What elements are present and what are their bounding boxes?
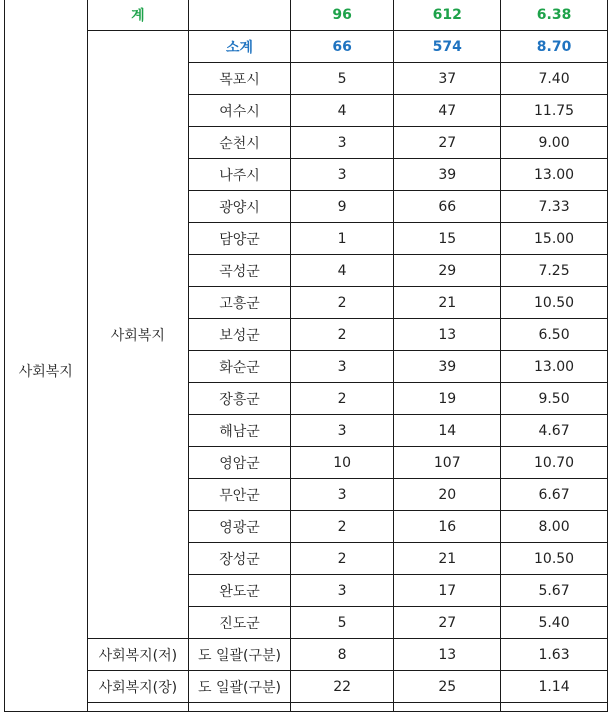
count-value: 3: [290, 159, 394, 191]
count-value: 2: [290, 319, 394, 351]
average-value: 9.00: [501, 127, 608, 159]
subcategory-cell: 사회복지: [87, 31, 189, 639]
subtotal-count: 66: [290, 31, 394, 63]
amount-value: 107: [394, 447, 501, 479]
total-amount: 612: [394, 0, 501, 31]
count-value: 3: [290, 575, 394, 607]
region-name: 보성군: [189, 319, 291, 351]
total-row-empty-cell: [5, 0, 88, 31]
count-value: 8: [290, 639, 394, 671]
filler-cell: [501, 703, 608, 712]
count-value: 2: [290, 511, 394, 543]
amount-value: 19: [394, 383, 501, 415]
average-value: 1.63: [501, 639, 608, 671]
average-value: 10.50: [501, 287, 608, 319]
region-name: 장성군: [189, 543, 291, 575]
count-value: 3: [290, 479, 394, 511]
average-value: 6.67: [501, 479, 608, 511]
total-label: 계: [87, 0, 189, 31]
subtotal-amount: 574: [394, 31, 501, 63]
average-value: 5.67: [501, 575, 608, 607]
region-name: 해남군: [189, 415, 291, 447]
count-value: 9: [290, 191, 394, 223]
amount-value: 25: [394, 671, 501, 703]
average-value: 7.40: [501, 63, 608, 95]
region-name: 진도군: [189, 607, 291, 639]
amount-value: 21: [394, 543, 501, 575]
average-value: 11.75: [501, 95, 608, 127]
average-value: 8.00: [501, 511, 608, 543]
region-name: 완도군: [189, 575, 291, 607]
count-value: 22: [290, 671, 394, 703]
amount-value: 29: [394, 255, 501, 287]
average-value: 7.25: [501, 255, 608, 287]
region-name: 목포시: [189, 63, 291, 95]
total-avg: 6.38: [501, 0, 608, 31]
average-value: 13.00: [501, 159, 608, 191]
average-value: 1.14: [501, 671, 608, 703]
average-value: 10.50: [501, 543, 608, 575]
extra-row: [5, 639, 608, 671]
region-name: 담양군: [189, 223, 291, 255]
amount-value: 39: [394, 159, 501, 191]
region-name: 곡성군: [189, 255, 291, 287]
region-name: 영광군: [189, 511, 291, 543]
region-name: 나주시: [189, 159, 291, 191]
amount-value: 27: [394, 607, 501, 639]
average-value: 10.70: [501, 447, 608, 479]
filler-cell: [394, 703, 501, 712]
count-value: 2: [290, 543, 394, 575]
count-value: 4: [290, 255, 394, 287]
amount-value: 27: [394, 127, 501, 159]
average-value: 4.67: [501, 415, 608, 447]
region-name: 광양시: [189, 191, 291, 223]
count-value: 3: [290, 415, 394, 447]
extra-name: 도 일괄(구분): [189, 671, 291, 703]
subtotal-label: 소계: [189, 31, 291, 63]
total-count: 96: [290, 0, 394, 31]
count-value: 3: [290, 127, 394, 159]
amount-value: 13: [394, 319, 501, 351]
average-value: 7.33: [501, 191, 608, 223]
region-name: 여수시: [189, 95, 291, 127]
amount-value: 13: [394, 639, 501, 671]
amount-value: 17: [394, 575, 501, 607]
extra-subcategory: 사회복지(장): [87, 671, 189, 703]
region-name: 순천시: [189, 127, 291, 159]
average-value: 5.40: [501, 607, 608, 639]
count-value: 5: [290, 63, 394, 95]
amount-value: 15: [394, 223, 501, 255]
amount-value: 20: [394, 479, 501, 511]
bottom-filler-row: [5, 703, 608, 712]
count-value: 1: [290, 223, 394, 255]
extra-name: 도 일괄(구분): [189, 639, 291, 671]
stats-table: [4, 0, 608, 712]
extra-row: [5, 671, 608, 703]
count-value: 3: [290, 351, 394, 383]
amount-value: 16: [394, 511, 501, 543]
region-name: 영암군: [189, 447, 291, 479]
count-value: 2: [290, 287, 394, 319]
filler-cell: [290, 703, 394, 712]
region-name: 무안군: [189, 479, 291, 511]
count-value: 10: [290, 447, 394, 479]
extra-subcategory: 사회복지(저): [87, 639, 189, 671]
average-value: 9.50: [501, 383, 608, 415]
amount-value: 66: [394, 191, 501, 223]
amount-value: 39: [394, 351, 501, 383]
category-cell: 사회복지: [5, 31, 88, 712]
region-name: 화순군: [189, 351, 291, 383]
amount-value: 14: [394, 415, 501, 447]
total-name-cell: [189, 0, 291, 31]
average-value: 13.00: [501, 351, 608, 383]
amount-value: 21: [394, 287, 501, 319]
average-value: 15.00: [501, 223, 608, 255]
total-row: [5, 0, 608, 31]
subtotal-row: [5, 31, 608, 63]
filler-cell: [189, 703, 291, 712]
filler-cell: [87, 703, 189, 712]
average-value: 6.50: [501, 319, 608, 351]
count-value: 4: [290, 95, 394, 127]
region-name: 장흥군: [189, 383, 291, 415]
amount-value: 37: [394, 63, 501, 95]
region-name: 고흥군: [189, 287, 291, 319]
count-value: 5: [290, 607, 394, 639]
amount-value: 47: [394, 95, 501, 127]
count-value: 2: [290, 383, 394, 415]
subtotal-avg: 8.70: [501, 31, 608, 63]
